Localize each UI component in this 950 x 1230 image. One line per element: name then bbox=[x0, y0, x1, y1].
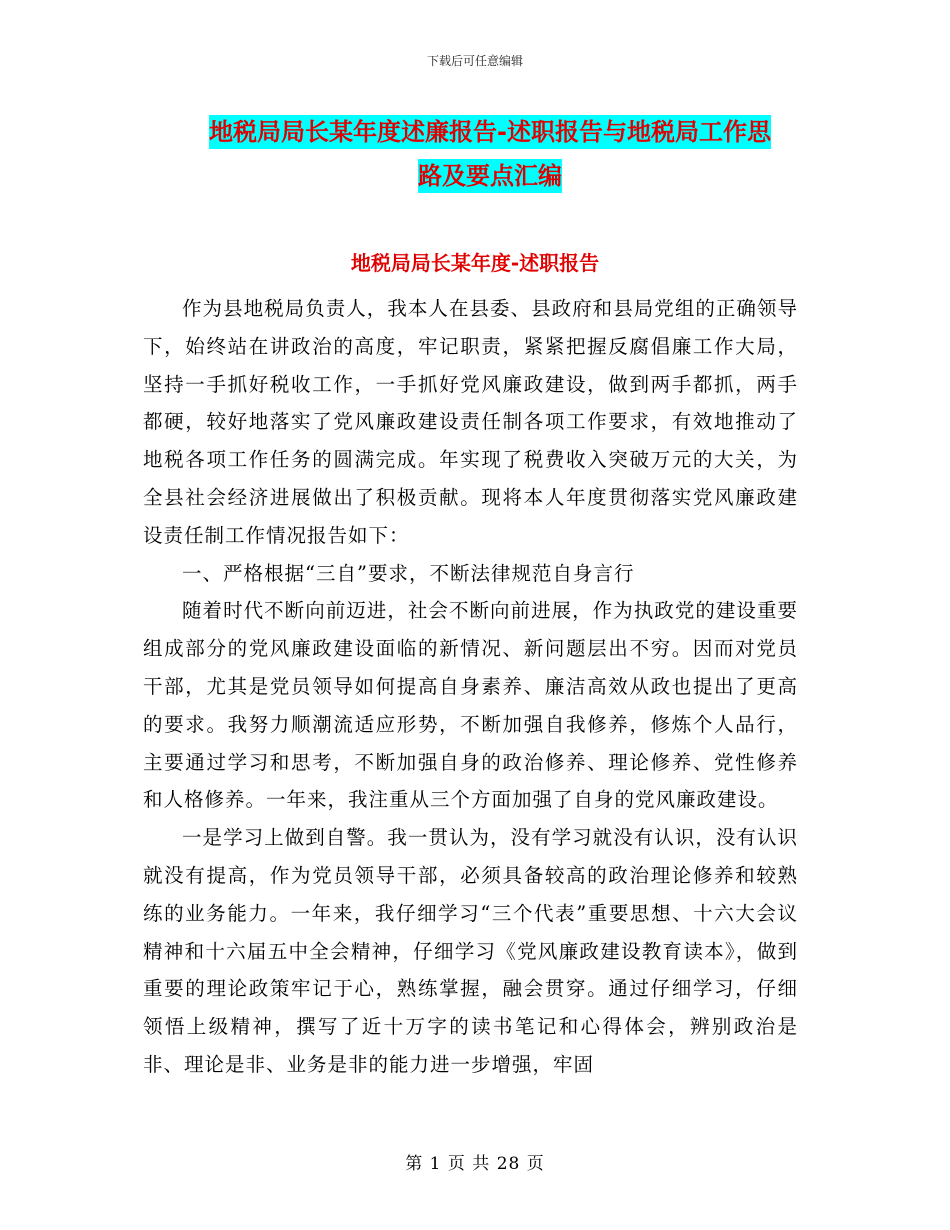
paragraph-context: 随着时代不断向前迈进，社会不断向前进展，作为执政党的建设重要组成部分的党风廉政建设面临的新情况、新问题层出不穷。因而对党员干部，尤其是党员领导如何提高自身素养、廉洁高效从政也提出了更高的要求。我努力顺潮流适应形势，不断加强自我修养，修炼个人品行，主要通过学习和思考，不断加强自身的政治修养、理论修养、党性修养和人格修养。一年来，我注重从三个方面加强了自身的党风廉政建设。 bbox=[143, 599, 798, 812]
section-subtitle: 地税局局长某年度-述职报告 bbox=[350, 251, 600, 275]
document-title-line2: 路及要点汇编 bbox=[418, 159, 562, 193]
paragraph-heading-1: 一、严格根据“三自”要求，不断法律规范自身言行 bbox=[182, 561, 635, 585]
paragraph-study: 一是学习上做到自警。我一贯认为，没有学习就没有认识，没有认识就没有提高，作为党员领导干部，必须具备较高的政治理论修养和较熟练的业务能力。一年来，我仔细学习“三个代表”重要思想、十六大会议精神和十六届五中全会精神，仔细学习《党风廉政建设教育读本》，做到重要的理论政策牢记于心，熟练掌握，融会贯穿。通过仔细学习，仔细领悟上级精神，撰写了近十万字的读书笔记和心得体会，辨别政治是非、理论是非、业务是非的能力进一步增强，牢固 bbox=[143, 826, 798, 1076]
page-header-note: 下载后可任意编辑 bbox=[426, 54, 523, 68]
paragraph-intro: 作为县地税局负责人，我本人在县委、县政府和县局党组的正确领导下，始终站在讲政治的高度，牢记职责，紧紧把握反腐倡廉工作大局，坚持一手抓好税收工作，一手抓好党风廉政建设，做到两手都抓，两手都硬，较好地落实了党风廉政建设责任制各项工作要求，有效地推动了地税各项工作任务的圆满完成。年实现了税费收入突破万元的大关，为全县社会经济进展做出了积极贡献。现将本人年度贯彻落实党风廉政建设责任制工作情况报告如下： bbox=[143, 297, 798, 547]
document-body bbox=[143, 290, 798, 1084]
document-title bbox=[140, 110, 840, 198]
document-title-line1: 地税局局长某年度述廉报告-述职报告与地税局工作思 bbox=[209, 115, 771, 149]
page-number: 第 1 页 共 28 页 bbox=[405, 1154, 545, 1174]
